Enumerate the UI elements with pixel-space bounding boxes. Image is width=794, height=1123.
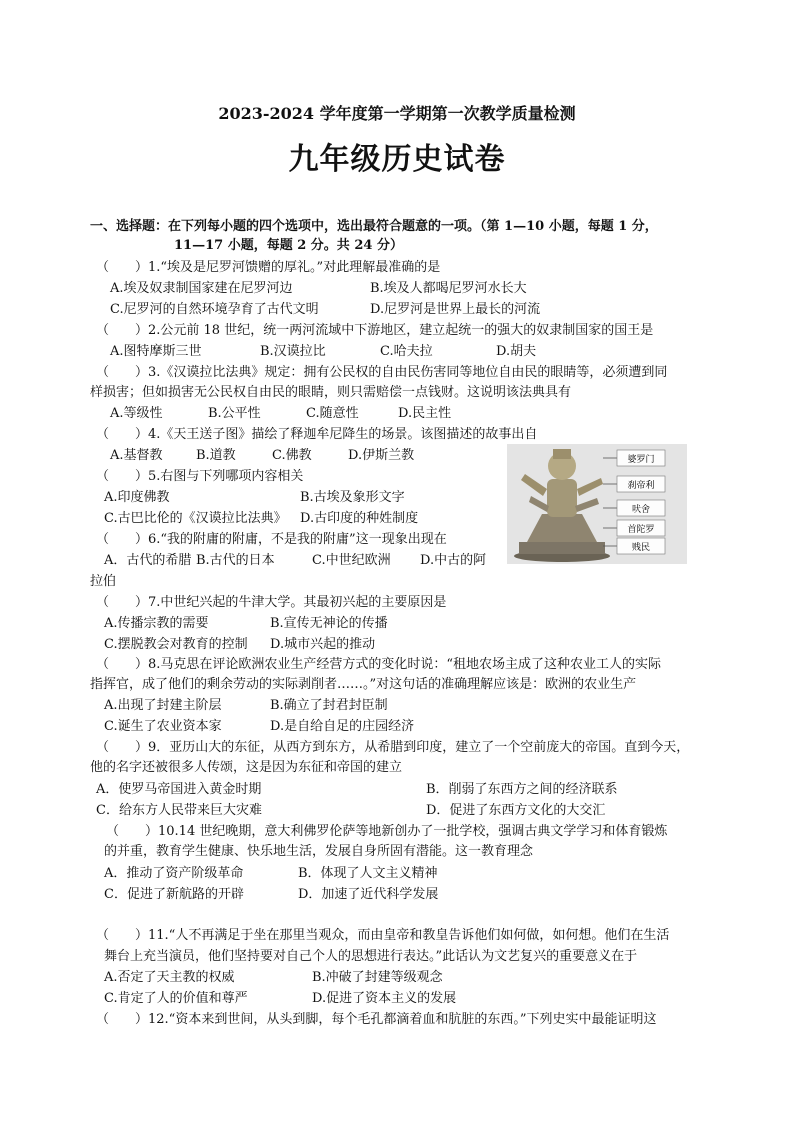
statue-illustration <box>507 444 687 564</box>
caste-label-kshatriya: 刹帝利 <box>627 481 655 491</box>
q9-option-b[interactable]: B．削弱了东西方之间的经济联系 <box>426 782 618 797</box>
question-10-stem-cont: 的并重，教育学生健康、快乐地生活，发展自身所固有潜能。这一教育理念 <box>104 844 534 859</box>
question-9-stem: （ ）9．亚历山大的东征，从西方到东方，从希腊到印度，建立了一个空前庞大的帝国。直到今天， <box>96 740 690 755</box>
q4-option-c[interactable]: C.佛教 <box>272 448 312 463</box>
caste-label-untouchable: 贱民 <box>631 543 651 553</box>
q2-option-d[interactable]: D.胡夫 <box>496 344 537 359</box>
caste-label-vaishya: 吠舍 <box>631 505 651 515</box>
question-2-stem: （ ）2.公元前 18 世纪，统一两河流域中下游地区，建立起统一的强大的奴隶制国家的国王是 <box>96 323 654 338</box>
q11-option-c[interactable]: C.肯定了人的价值和尊严 <box>104 991 248 1006</box>
q6-option-c[interactable]: C.中世纪欧洲 <box>312 553 391 568</box>
q5-option-b[interactable]: B.古埃及象形文字 <box>300 490 405 505</box>
exam-title: 九年级历史试卷 <box>288 142 506 177</box>
q8-option-a[interactable]: A.出现了封建主阶层 <box>104 698 222 713</box>
q4-option-b[interactable]: B.道教 <box>196 448 236 463</box>
q4-option-a[interactable]: A.基督教 <box>110 448 163 463</box>
q10-option-a[interactable]: A．推动了资产阶级革命 <box>104 866 244 881</box>
caste-label-brahmin: 婆罗门 <box>627 455 655 465</box>
q5-option-d[interactable]: D.古印度的种姓制度 <box>300 511 419 526</box>
q3-option-c[interactable]: C.随意性 <box>306 406 359 421</box>
question-8-stem-cont: 指挥官，成了他们的剩余劳动的实际剥削者……。”对这句话的准确理解应该是：欧洲的农业生产 <box>90 677 637 692</box>
q5-option-c[interactable]: C.古巴比伦的《汉谟拉比法典》 <box>104 511 287 526</box>
q3-option-a[interactable]: A.等级性 <box>110 406 163 421</box>
section-heading: 一、选择题：在下列每小题的四个选项中，选出最符合题意的一项。（第 1—10 小题，每题 1 分， <box>90 219 658 234</box>
q6-option-b[interactable]: B.古代的日本 <box>196 553 275 568</box>
q1-option-c[interactable]: C.尼罗河的自然环境孕育了古代文明 <box>110 302 319 317</box>
q6-option-a[interactable]: A．古代的希腊 <box>104 553 192 568</box>
question-10-stem: （ ）10.14 世纪晚期，意大利佛罗伦萨等地新创办了一批学校，强调古典文学学习和体育锻炼 <box>106 824 668 839</box>
q2-option-b[interactable]: B.汉谟拉比 <box>260 344 326 359</box>
q6-option-d[interactable]: D.中古的阿 <box>420 553 487 568</box>
q3-option-d[interactable]: D.民主性 <box>398 406 452 421</box>
q10-option-c[interactable]: C．促进了新航路的开辟 <box>104 887 244 902</box>
caste-system-figure <box>507 444 687 564</box>
q1-option-b[interactable]: B.埃及人都喝尼罗河水长大 <box>370 281 527 296</box>
q2-option-c[interactable]: C.哈夫拉 <box>380 344 433 359</box>
q10-option-b[interactable]: B．体现了人文主义精神 <box>298 866 438 881</box>
q8-option-c[interactable]: C.诞生了农业资本家 <box>104 719 222 734</box>
q8-option-d[interactable]: D.是自给自足的庄园经济 <box>270 719 415 734</box>
section-heading-cont: 11—17 小题，每题 2 分。共 24 分） <box>174 238 403 253</box>
q11-option-b[interactable]: B.冲破了封建等级观念 <box>312 970 443 985</box>
question-7-stem: （ ）7.中世纪兴起的牛津大学。其最初兴起的主要原因是 <box>96 595 447 610</box>
question-4-stem: （ ）4.《天王送子图》描绘了释迦牟尼降生的场景。该图描述的故事出自 <box>96 427 538 442</box>
question-9-stem-cont: 他的名字还被很多人传颂，这是因为东征和帝国的建立 <box>90 760 403 775</box>
q1-option-d[interactable]: D.尼罗河是世界上最长的河流 <box>370 302 541 317</box>
q1-option-a[interactable]: A.埃及奴隶制国家建在尼罗河边 <box>110 281 293 296</box>
exam-subtitle: 2023-2024 学年度第一学期第一次教学质量检测 <box>218 104 576 123</box>
question-3-stem: （ ）3.《汉谟拉比法典》规定：拥有公民权的自由民伤害同等地位自由民的眼睛等，必须遭到同 <box>96 365 668 380</box>
q8-option-b[interactable]: B.确立了封君封臣制 <box>270 698 388 713</box>
question-8-stem: （ ）8.马克思在评论欧洲农业生产经营方式的变化时说：“租地农场主成了这种农业工人的实际 <box>96 657 662 672</box>
q9-option-a[interactable]: A．使罗马帝国进入黄金时期 <box>96 782 262 797</box>
q7-option-c[interactable]: C.摆脱教会对教育的控制 <box>104 637 248 652</box>
q2-option-a[interactable]: A.图特摩斯三世 <box>110 344 202 359</box>
q9-option-d[interactable]: D．促进了东西方文化的大交汇 <box>426 803 606 818</box>
q7-option-d[interactable]: D.城市兴起的推动 <box>270 637 376 652</box>
q5-option-a[interactable]: A.印度佛教 <box>104 490 170 505</box>
q3-option-b[interactable]: B.公平性 <box>208 406 261 421</box>
caste-label-shudra: 首陀罗 <box>627 525 655 535</box>
q7-option-a[interactable]: A.传播宗教的需要 <box>104 616 209 631</box>
q10-option-d[interactable]: D．加速了近代科学发展 <box>298 887 439 902</box>
question-11-stem: （ ）11.“人不再满足于坐在那里当观众，而由皇帝和教皇告诉他们如何做，如何想。他们在生活 <box>96 928 670 943</box>
q6-option-d-cont: 拉伯 <box>90 574 117 589</box>
q4-option-d[interactable]: D.伊斯兰教 <box>348 448 415 463</box>
question-1-stem: （ ）1.“埃及是尼罗河馈赠的厚礼。”对此理解最准确的是 <box>96 260 441 275</box>
question-6-stem: （ ）6.“我的附庸的附庸，不是我的附庸”这一现象出现在 <box>96 532 447 547</box>
question-5-stem: （ ）5.右图与下列哪项内容相关 <box>96 469 304 484</box>
question-3-stem-cont: 样损害；但如损害无公民权自由民的眼睛，则只需赔偿一点钱财。这说明该法典具有 <box>90 385 572 400</box>
q7-option-b[interactable]: B.宣传无神论的传播 <box>270 616 388 631</box>
question-11-stem-cont: 舞台上充当演员，他们坚持要对自己个人的思想进行表达。”此话认为文艺复兴的重要意义在于 <box>104 949 638 964</box>
q11-option-d[interactable]: D.促进了资本主义的发展 <box>312 991 457 1006</box>
q9-option-c[interactable]: C．给东方人民带来巨大灾难 <box>96 803 262 818</box>
q11-option-a[interactable]: A.否定了天主教的权威 <box>104 970 235 985</box>
question-12-stem: （ ）12.“资本来到世间，从头到脚，每个毛孔都滴着血和肮脏的东西。”下列史实中最能证明这 <box>96 1012 657 1027</box>
